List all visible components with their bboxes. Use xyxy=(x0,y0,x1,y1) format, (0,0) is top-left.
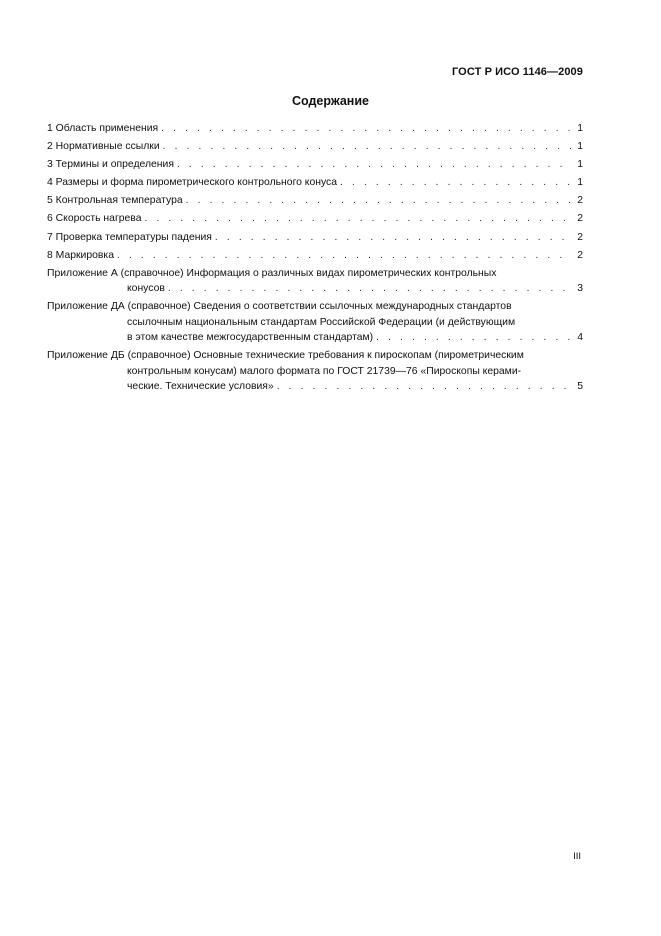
toc-entry-2[interactable] xyxy=(47,139,583,155)
toc-appendix-line: Приложение А (справочное) Информация о различных видах пирометрических контрольных xyxy=(47,267,497,279)
toc-entry-8[interactable] xyxy=(47,248,583,264)
toc-appendix-line: конусов xyxy=(127,283,165,295)
toc-entry-page: 3 xyxy=(577,283,583,295)
toc-appendix-line: ческие. Технические условия» xyxy=(127,381,274,393)
toc-entry-label: 8 Маркировка xyxy=(47,249,114,261)
toc-appendix-last-line xyxy=(47,379,583,395)
toc-entry-page: 1 xyxy=(577,141,583,153)
toc-entry-label: 5 Контрольная температура xyxy=(47,195,183,207)
dot-leader xyxy=(376,330,572,346)
toc-entry-page: 2 xyxy=(577,231,583,243)
toc-entry-4[interactable] xyxy=(47,175,583,191)
toc-title: Содержание xyxy=(291,94,369,108)
table-of-contents xyxy=(47,121,583,398)
dot-leader xyxy=(144,211,572,227)
toc-entry-label: 2 Нормативные ссылки xyxy=(47,141,160,153)
toc-appendix-line: в этом качестве межгосударственным стандартам) xyxy=(127,332,374,344)
dot-leader xyxy=(177,157,572,173)
toc-entry-label: 4 Размеры и форма пирометрического контрольного конуса xyxy=(47,177,338,189)
toc-entry-6[interactable] xyxy=(47,211,583,227)
toc-entry-label: 3 Термины и определения xyxy=(47,159,174,171)
toc-appendix-a[interactable] xyxy=(47,266,583,297)
dot-leader xyxy=(340,175,572,191)
toc-entry-label: 1 Область применения xyxy=(47,123,159,134)
dot-leader xyxy=(277,379,572,395)
dot-leader xyxy=(168,281,572,297)
toc-entry-5[interactable] xyxy=(47,193,583,209)
dot-leader xyxy=(186,193,572,209)
toc-entry-page: 1 xyxy=(577,177,583,189)
toc-entry-label: 6 Скорость нагрева xyxy=(47,213,142,225)
page-number-footer: III xyxy=(573,851,581,862)
toc-appendix-db[interactable] xyxy=(47,348,583,395)
toc-entry-page: 2 xyxy=(577,213,583,225)
dot-leader xyxy=(215,230,572,246)
toc-entry-page: 2 xyxy=(577,249,583,261)
toc-entry-page: 2 xyxy=(577,195,583,207)
toc-entry-1[interactable] xyxy=(47,121,583,137)
dot-leader xyxy=(161,121,572,137)
toc-entry-label: 7 Проверка температуры падения xyxy=(47,231,212,243)
page-header: ГОСТ Р ИСО 1146—2009 xyxy=(451,66,583,78)
toc-entry-page: 4 xyxy=(577,332,583,344)
dot-leader xyxy=(163,139,572,155)
toc-entry-7[interactable] xyxy=(47,230,583,246)
toc-entry-page: 1 xyxy=(577,159,583,171)
toc-appendix-da[interactable] xyxy=(47,299,583,346)
toc-entry-3[interactable] xyxy=(47,157,583,173)
toc-entry-page: 5 xyxy=(577,381,583,393)
toc-appendix-line: ссылочным национальным стандартам Российской Федерации (и действующим xyxy=(127,316,516,328)
toc-appendix-last-line xyxy=(47,281,583,297)
toc-appendix-last-line xyxy=(47,330,583,346)
toc-entry-page: 1 xyxy=(577,123,583,134)
dot-leader xyxy=(117,248,572,264)
toc-appendix-line: контрольным конусам) малого формата по ГОСТ 21739—76 «Пироскопы керами- xyxy=(127,365,522,377)
toc-appendix-line: Приложение ДБ (справочное) Основные технические требования к пироскопам (пирометрическим xyxy=(47,350,524,362)
toc-appendix-line: Приложение ДА (справочное) Сведения о соответствии ссылочных международных стандартов xyxy=(47,301,512,313)
